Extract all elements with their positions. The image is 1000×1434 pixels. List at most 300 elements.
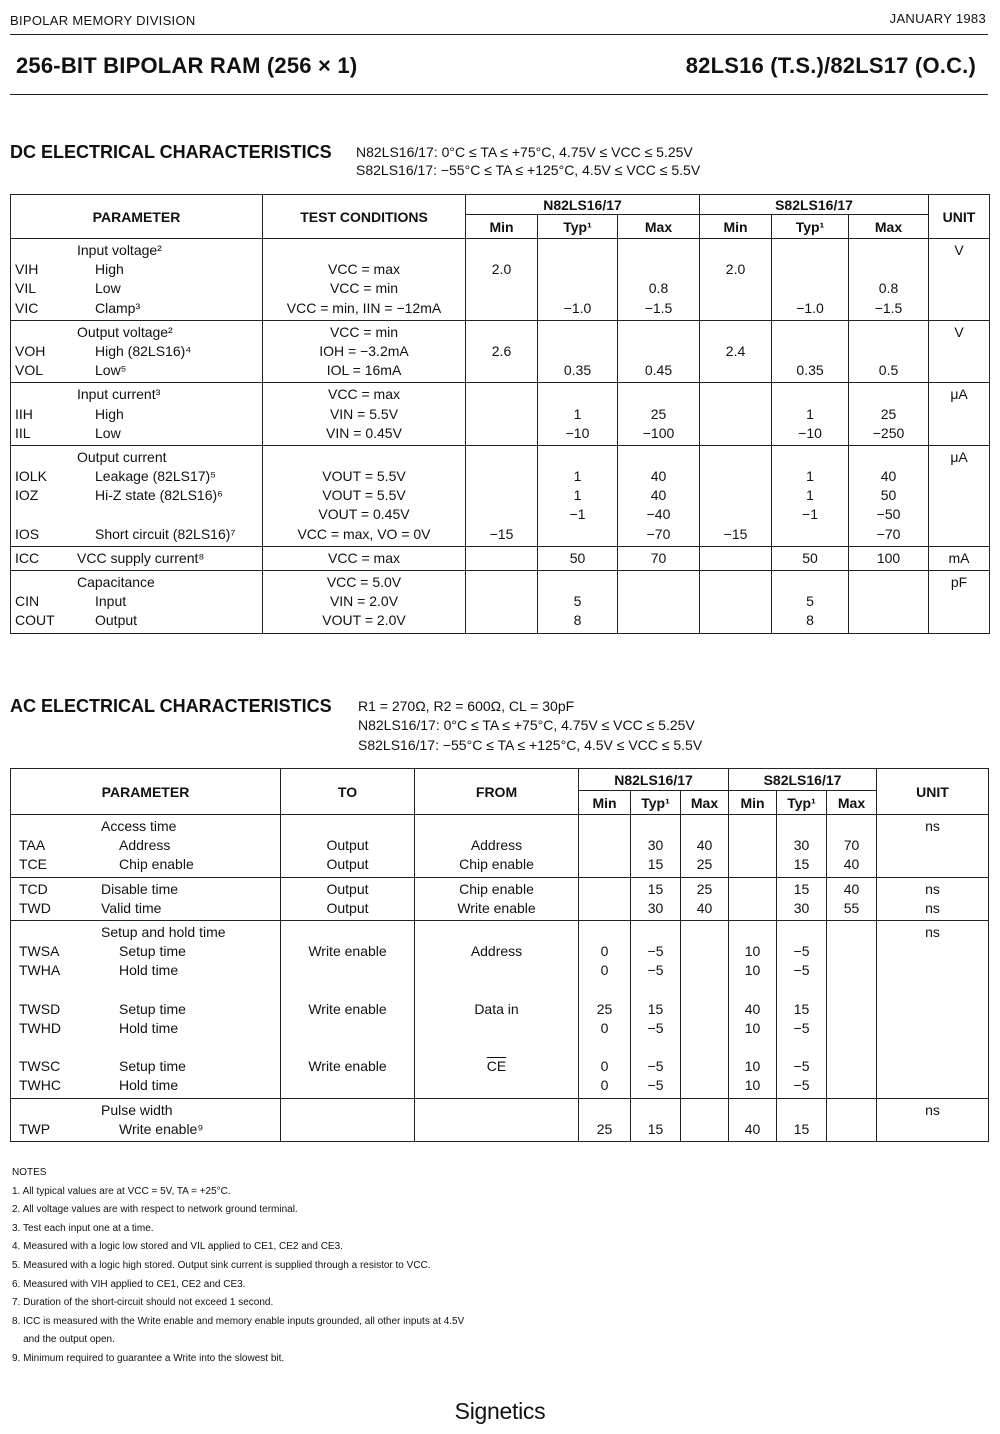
dc-value-styp: −10: [798, 424, 822, 441]
ac-header-parameter: PARAMETER: [11, 769, 281, 815]
ac-cell-smax: [827, 877, 877, 920]
dc-symbol: VIL: [15, 280, 37, 297]
note-item: 3. Test each input one at a time.: [12, 1222, 154, 1234]
dc-value-nmax: 70: [650, 549, 667, 566]
date-label: JANUARY 1983: [889, 11, 986, 26]
ac-value-smax: 40: [843, 856, 860, 873]
dc-value-ntyp: 0.35: [563, 362, 592, 379]
dc-cell-nmin: [466, 320, 538, 383]
dc-cell-styp: [772, 546, 849, 570]
dc-value-styp: 5: [806, 593, 814, 610]
dc-header-s-max: Max: [849, 215, 929, 239]
dc-cell-unit: [929, 320, 990, 383]
ac-value-styp: [777, 1038, 826, 1057]
ac-value-from: [415, 1038, 578, 1057]
ac-value-smax: [827, 1076, 876, 1095]
dc-cell-smax: [849, 239, 929, 321]
dc-value-nmax: [618, 323, 699, 342]
dc-cell-nmax: [618, 320, 700, 383]
ac-value-smax: 70: [843, 837, 860, 854]
ac-cell-to: [281, 877, 415, 920]
dc-value-smin: [700, 592, 771, 611]
dc-value-test: VCC = min: [329, 280, 399, 297]
dc-value-styp: [772, 342, 848, 361]
ac-value-unit: [877, 855, 988, 874]
dc-cell-test: [263, 445, 466, 546]
ac-cell-styp: [777, 920, 827, 1098]
ac-value-unit: [877, 981, 988, 1000]
dc-value-test: VCC = min: [329, 323, 399, 340]
ac-header-n-typ: Typ¹: [631, 791, 681, 815]
dc-parameter-line: [11, 342, 262, 361]
ac-parameter-label: Address: [119, 837, 171, 854]
dc-cell-test: [263, 320, 466, 383]
ac-header-to: TO: [281, 769, 415, 815]
dc-cell-ntyp: [538, 383, 618, 446]
ac-header-s-group: S82LS16/17: [729, 769, 877, 791]
dc-value-nmin: [466, 385, 537, 404]
ac-value-unit: [877, 1000, 988, 1019]
dc-cell-styp: [772, 320, 849, 383]
dc-value-unit: V: [954, 242, 964, 258]
ac-value-smin: [729, 880, 776, 899]
dc-value-nmax: [618, 448, 699, 467]
note-item: 5. Measured with a logic high stored. Output sink current is supplied through a resistor to VCC.: [12, 1259, 431, 1271]
dc-value-smin: 2.4: [725, 342, 746, 359]
dc-cell-styp: [772, 445, 849, 546]
ac-value-nmin: [579, 855, 630, 874]
ac-value-unit: [877, 1120, 988, 1139]
ac-parameter-label: Hold time: [119, 1019, 179, 1036]
dc-cell-smax: [849, 571, 929, 634]
dc-parameter-label: High (82LS16)⁴: [95, 342, 192, 359]
ac-row-group: [11, 877, 989, 920]
ac-value-smin: [729, 923, 776, 942]
dc-symbol: CIN: [15, 593, 40, 610]
dc-value-unit: [929, 525, 989, 544]
dc-cell-nmax: [618, 383, 700, 446]
dc-row-group: [11, 383, 990, 446]
ac-parameter-label: Valid time: [101, 899, 162, 916]
ac-value-to: Write enable: [308, 943, 387, 960]
dc-value-test: VCC = max: [328, 549, 400, 566]
dc-symbol: IIH: [15, 405, 33, 422]
dc-value-unit: [929, 467, 989, 486]
ac-value-styp: 30: [793, 837, 810, 854]
dc-value-nmin: [466, 448, 537, 467]
dc-value-styp: [772, 323, 848, 342]
ac-value-smin: [729, 981, 776, 1000]
dc-header-n-min: Min: [466, 215, 538, 239]
dc-value-nmax: −40: [646, 506, 671, 523]
dc-parameter-line: [11, 448, 262, 467]
dc-value-nmax: 25: [650, 405, 667, 422]
ac-parameter-line: [11, 923, 280, 942]
ac-cell-unit: [877, 877, 989, 920]
dc-parameter-line: [11, 260, 262, 279]
ac-value-nmax: [681, 923, 728, 942]
ac-value-styp: 15: [793, 1120, 810, 1137]
dc-heading: DC ELECTRICAL CHARACTERISTICS: [10, 142, 332, 162]
dc-value-unit: [929, 505, 989, 524]
ac-value-smin: 40: [744, 1000, 761, 1017]
dc-value-unit: [929, 486, 989, 505]
dc-parameter-label: Output voltage²: [77, 323, 173, 340]
dc-value-smax: [849, 448, 928, 467]
dc-parameter-line: [11, 525, 262, 544]
dc-symbol: COUT: [15, 612, 55, 629]
dc-row-group: [11, 445, 990, 546]
dc-cell-smin: [700, 320, 772, 383]
ac-value-unit: ns: [925, 923, 940, 940]
note-item: 4. Measured with a logic low stored and VIL applied to CE1, CE2 and CE3.: [12, 1241, 343, 1253]
dc-value-smin: [700, 405, 771, 424]
ac-symbol: TWSD: [19, 1000, 61, 1017]
ac-cell-to: [281, 920, 415, 1098]
dc-value-smin: [700, 505, 771, 524]
ac-cell-smax: [827, 1098, 877, 1141]
dc-value-test: VOUT = 0.45V: [318, 506, 410, 523]
dc-value-ntyp: 1: [573, 468, 582, 485]
ac-value-ntyp: [631, 923, 680, 942]
dc-parameter-label: Clamp³: [95, 299, 141, 316]
dc-value-smax: [849, 323, 928, 342]
dc-value-nmax: −1.5: [644, 299, 673, 316]
dc-value-styp: 50: [802, 549, 818, 566]
ac-value-to: [281, 1019, 414, 1038]
ac-value-to: Output: [326, 880, 369, 897]
dc-value-smax: 40: [880, 468, 897, 485]
dc-cell-test: [263, 383, 466, 446]
ac-value-to: [281, 981, 414, 1000]
title-rule: [10, 94, 988, 95]
dc-value-smax: [849, 342, 928, 361]
dc-value-smax: 0.8: [878, 280, 899, 297]
ac-value-from: [415, 981, 578, 1000]
dc-symbol: ICC: [15, 549, 40, 566]
dc-value-nmin: −15: [489, 525, 514, 542]
dc-parameter-label: Leakage (82LS17)⁵: [95, 468, 217, 485]
dc-cell-param: [11, 445, 263, 546]
ac-parameter-label: Chip enable: [119, 856, 194, 873]
ac-value-smin: 10: [744, 1058, 761, 1075]
dc-value-styp: [772, 279, 848, 298]
dc-value-smin: [700, 241, 771, 260]
dc-value-nmax: 0.8: [648, 280, 669, 297]
dc-value-test: VCC = max: [328, 386, 400, 403]
ac-value-nmax: [681, 1120, 728, 1139]
dc-cell-nmax: [618, 546, 700, 570]
note-item: 7. Duration of the short-circuit should not exceed 1 second.: [12, 1297, 274, 1309]
dc-value-ntyp: [538, 385, 617, 404]
dc-cell-nmin: [466, 445, 538, 546]
dc-value-ntyp: [538, 525, 617, 544]
ac-value-smax: [827, 1120, 876, 1139]
dc-value-ntyp: −10: [565, 424, 590, 441]
ac-value-styp: [777, 1101, 826, 1120]
ac-cell-param: [11, 815, 281, 878]
ac-value-to: [281, 817, 414, 836]
dc-parameter-label: Output: [95, 612, 138, 629]
ac-value-nmax: [681, 961, 728, 980]
ac-parameter-line: [11, 1120, 280, 1139]
dc-parameter-label: Capacitance: [77, 574, 155, 590]
ac-value-from: [415, 923, 578, 942]
ac-parameter-label: Hold time: [119, 1077, 179, 1094]
ac-value-ntyp: −5: [647, 1019, 664, 1036]
dc-value-smax: 50: [880, 487, 897, 504]
ac-value-nmax: [681, 817, 728, 836]
dc-value-smax: [849, 241, 928, 260]
ac-value-smin: 40: [744, 1120, 761, 1137]
ac-value-ntyp: −5: [647, 943, 664, 960]
ac-symbol: TWP: [19, 1120, 51, 1137]
ac-cell-smax: [827, 815, 877, 878]
ac-parameter-line: [11, 817, 280, 836]
ac-header-n-max: Max: [681, 791, 729, 815]
ac-value-styp: 15: [793, 856, 810, 873]
dc-value-nmax: [618, 385, 699, 404]
ac-value-styp: [777, 817, 826, 836]
brand-logo: Signetics: [454, 1398, 546, 1424]
dc-header-n-typ: Typ¹: [538, 215, 618, 239]
ac-value-from: [415, 817, 578, 836]
dc-value-nmin: [466, 592, 537, 611]
ac-symbol: TCE: [19, 856, 47, 873]
dc-value-smax: [849, 573, 928, 592]
dc-value-test: [263, 448, 465, 467]
dc-value-styp: 1: [806, 405, 814, 422]
dc-value-nmax: 40: [650, 487, 667, 504]
dc-parameter-label: Low: [95, 280, 121, 297]
ac-cell-smin: [729, 1098, 777, 1141]
dc-value-styp: 1: [806, 487, 814, 504]
ac-parameter-line: [11, 880, 280, 899]
ac-symbol: TWD: [19, 899, 51, 916]
dc-value-nmin: [466, 486, 537, 505]
ac-parameter-label: Access time: [101, 818, 177, 834]
dc-value-styp: [772, 525, 848, 544]
dc-value-unit: [929, 405, 989, 424]
ac-cell-nmax: [681, 877, 729, 920]
ac-value-unit: ns: [925, 1101, 940, 1118]
ac-value-smin: [729, 1101, 776, 1120]
dc-parameter-label: VCC supply current⁸: [77, 549, 205, 566]
dc-cell-unit: [929, 571, 990, 634]
dc-value-smax: −50: [876, 506, 901, 523]
ac-value-nmin: [579, 981, 630, 1000]
dc-cell-nmin: [466, 383, 538, 446]
ac-value-styp: 15: [793, 1000, 810, 1017]
ac-cell-smin: [729, 877, 777, 920]
ac-value-smax: [827, 1038, 876, 1057]
ac-value-nmax: 40: [696, 899, 713, 916]
dc-value-nmin: [466, 573, 537, 592]
dc-cell-nmax: [618, 571, 700, 634]
dc-value-styp: −1.0: [796, 299, 824, 316]
ac-value-from: [415, 1120, 578, 1139]
dc-cell-smin: [700, 383, 772, 446]
dc-value-smin: [700, 611, 771, 630]
ac-parameter-label: Write enable⁹: [119, 1120, 204, 1137]
dc-header-s-typ: Typ¹: [772, 215, 849, 239]
dc-value-nmax: 0.45: [644, 362, 673, 379]
dc-value-smin: 2.0: [725, 261, 746, 278]
ac-symbol: TCD: [19, 880, 48, 897]
note-item: 8. ICC is measured with the Write enable and memory enable inputs grounded, all other inputs at 4.5V: [12, 1315, 465, 1327]
ac-value-nmin: 25: [596, 1000, 613, 1017]
ac-parameter-line: [11, 899, 280, 918]
ac-value-ntyp: −5: [647, 962, 664, 979]
dc-value-smax: 25: [880, 405, 897, 422]
ac-value-to: Output: [326, 856, 369, 873]
ac-value-styp: [777, 923, 826, 942]
dc-value-ntyp: [538, 241, 617, 260]
ac-cell-unit: [877, 1098, 989, 1141]
dc-value-nmin: [466, 611, 537, 630]
ac-cell-to: [281, 815, 415, 878]
dc-value-test: VOUT = 2.0V: [322, 612, 406, 629]
ac-value-nmin: 0: [600, 943, 609, 960]
dc-cell-smin: [700, 239, 772, 321]
ac-value-nmax: 25: [696, 856, 713, 873]
dc-cell-smin: [700, 445, 772, 546]
dc-symbol: IOZ: [15, 487, 39, 504]
ac-value-smin: [729, 1038, 776, 1057]
ac-value-ntyp: 30: [647, 899, 664, 916]
dc-value-smin: [700, 385, 771, 404]
dc-value-styp: [772, 241, 848, 260]
ac-value-styp: 15: [793, 880, 810, 897]
ac-value-smin: 10: [744, 962, 761, 979]
ac-value-ntyp: 15: [647, 1120, 664, 1137]
dc-cell-nmin: [466, 239, 538, 321]
ac-value-nmin: 0: [600, 1019, 609, 1036]
dc-cell-smin: [700, 546, 772, 570]
ac-parameter-line: [11, 836, 280, 855]
note-item: 1. All typical values are at VCC = 5V, TA = +25°C.: [12, 1185, 231, 1197]
dc-value-test: VCC = max: [328, 261, 400, 278]
ac-parameter-line: [11, 1076, 280, 1095]
dc-cell-nmax: [618, 239, 700, 321]
ac-cell-styp: [777, 815, 827, 878]
dc-value-smin: [700, 361, 771, 380]
dc-parameter-label: Low⁵: [95, 362, 127, 379]
ac-symbol: TWHA: [19, 962, 61, 979]
ac-value-unit: [877, 1019, 988, 1038]
dc-symbol: VOH: [15, 342, 46, 359]
dc-condition-n: N82LS16/17: 0°C ≤ TA ≤ +75°C, 4.75V ≤ VCC ≤ 5.25V: [356, 144, 693, 160]
dc-value-smax: [849, 611, 928, 630]
dc-value-smax: 0.5: [878, 362, 899, 379]
dc-cell-nmin: [466, 571, 538, 634]
ac-parameter-line: [11, 961, 280, 980]
dc-row-group: [11, 239, 990, 321]
ac-value-unit: ns: [925, 899, 940, 916]
dc-value-nmax: 40: [650, 468, 667, 485]
dc-value-nmin: [466, 361, 537, 380]
dc-value-unit: [929, 592, 989, 611]
ac-value-nmax: 40: [696, 837, 713, 854]
dc-parameter-line: [11, 573, 262, 592]
notes-heading: NOTES: [12, 1167, 47, 1178]
dc-value-nmin: [466, 323, 537, 342]
ac-header-s-max: Max: [827, 791, 877, 815]
ac-value-nmin: [579, 1038, 630, 1057]
ac-symbol: TWSA: [19, 943, 60, 960]
dc-parameter-label: Input voltage²: [77, 242, 162, 258]
ac-cell-param: [11, 877, 281, 920]
ac-value-nmin: [579, 899, 630, 918]
ac-cell-from: [415, 877, 579, 920]
dc-parameter-line: [11, 467, 262, 486]
dc-value-smin: [700, 299, 771, 318]
dc-value-nmin: [466, 467, 537, 486]
dc-value-nmax: [618, 592, 699, 611]
dc-parameter-line: [11, 385, 262, 404]
dc-value-unit: μA: [950, 448, 968, 465]
dc-value-ntyp: 1: [573, 405, 582, 422]
ac-value-ntyp: [631, 981, 680, 1000]
ac-value-nmax: 25: [696, 880, 713, 897]
dc-row-group: [11, 546, 990, 570]
dc-value-nmax: [618, 573, 699, 592]
ac-cell-nmax: [681, 815, 729, 878]
dc-cell-ntyp: [538, 320, 618, 383]
dc-symbol: VIH: [15, 261, 39, 278]
ac-symbol: TAA: [19, 837, 46, 854]
dc-value-test: VCC = max, VO = 0V: [297, 525, 431, 542]
dc-parameter-label: Hi-Z state (82LS16)⁶: [95, 487, 223, 504]
dc-value-smin: [700, 573, 771, 592]
note-item: 6. Measured with VIH applied to CE1, CE2 and CE3.: [12, 1278, 246, 1290]
dc-value-ntyp: −1.0: [563, 299, 592, 316]
ac-value-unit: [877, 1057, 988, 1076]
dc-row-group: [11, 571, 990, 634]
dc-value-smax: [849, 260, 928, 279]
dc-value-unit: [929, 260, 989, 279]
dc-cell-param: [11, 383, 263, 446]
ac-value-nmin: [579, 836, 630, 855]
ac-value-smin: [729, 855, 776, 874]
ac-value-smax: 55: [843, 899, 860, 916]
ac-value-ntyp: 15: [647, 1000, 664, 1017]
dc-value-ntyp: [538, 323, 617, 342]
dc-value-nmin: [466, 549, 537, 568]
dc-value-styp: −1: [802, 506, 818, 523]
ac-symbol: TWHC: [19, 1077, 61, 1094]
dc-value-nmin: [466, 279, 537, 298]
notes-list: [12, 1183, 972, 1369]
ac-value-nmin: [579, 880, 630, 899]
ac-row-group: [11, 815, 989, 878]
dc-value-nmin: [466, 299, 537, 318]
ac-value-unit: [877, 961, 988, 980]
dc-parameter-label: High: [95, 261, 124, 278]
dc-value-smin: −15: [723, 525, 748, 542]
ac-value-ntyp: 30: [647, 837, 664, 854]
dc-value-ntyp: −1: [569, 506, 586, 523]
ac-value-nmax: [681, 1057, 728, 1076]
ac-cell-ntyp: [631, 920, 681, 1098]
dc-value-unit: [929, 279, 989, 298]
ac-value-smax: [827, 1019, 876, 1038]
ac-value-nmax: [681, 981, 728, 1000]
ac-value-smin: [729, 836, 776, 855]
dc-condition-s: S82LS16/17: −55°C ≤ TA ≤ +125°C, 4.5V ≤ VCC ≤ 5.5V: [356, 162, 701, 178]
ac-value-smin: 10: [744, 1019, 761, 1036]
dc-cell-smax: [849, 546, 929, 570]
